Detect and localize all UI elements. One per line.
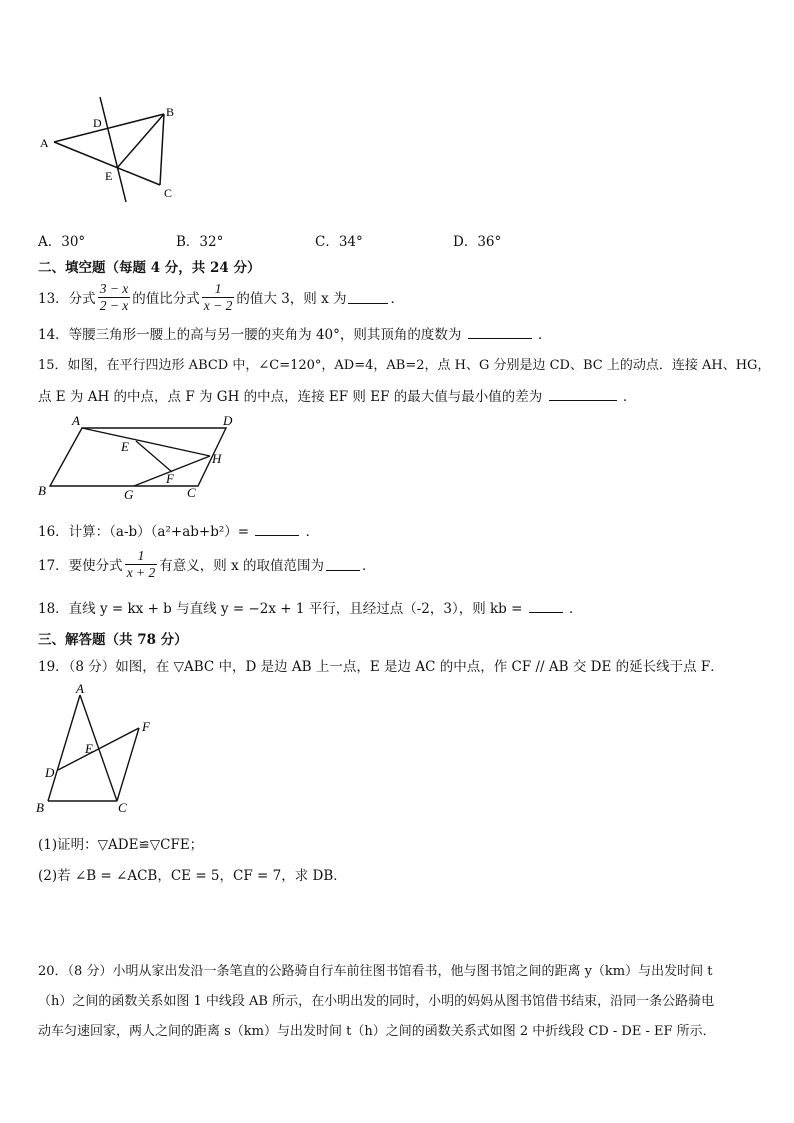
q13-fraction-2	[202, 281, 235, 314]
question-17	[38, 544, 376, 584]
q13-mid: 的值比分式	[132, 291, 200, 307]
q15-end: ．	[622, 389, 637, 405]
q15-line2	[38, 385, 636, 405]
q16-text: 16．计算：（a-b）（a²+ab+b²）=	[38, 524, 250, 540]
q14-answer-blank[interactable]	[468, 326, 532, 339]
segment-ef	[136, 441, 172, 472]
q13-answer-blank[interactable]	[348, 291, 388, 304]
question-18	[38, 597, 583, 617]
q17-end: ．	[362, 558, 376, 574]
label-b: B	[36, 800, 44, 815]
choice-b: B．32°	[176, 234, 224, 250]
segment-df	[58, 728, 139, 770]
q17-fraction	[125, 548, 158, 581]
q13-f2-numerator: 1	[214, 280, 222, 296]
question-14	[38, 323, 552, 343]
label-d: D	[223, 413, 233, 428]
q17-answer-blank[interactable]	[326, 558, 360, 571]
q20-line2: （h）之间的函数关系如图 1 中线段 AB 所示，在小明出发的同时，小明的妈妈从图书馆借书结束，沿同一条公路骑电	[38, 994, 715, 1009]
q20-line3: 动车匀速回家，两人之间的距离 s（km）与出发时间 t（h）之间的函数关系式如图 2 中折线段 CD - DE - EF 所示．	[38, 1024, 716, 1039]
q13-fraction-1	[98, 281, 131, 314]
choice-d: D．36°	[453, 234, 502, 250]
q13-prefix: 13．分式	[38, 291, 96, 307]
q17-denominator: x + 2	[126, 564, 156, 580]
label-a: A	[40, 136, 49, 150]
q13-f2-denominator: x − 2	[203, 297, 233, 313]
q18-text: 18．直线 y = kx + b 与直线 y = −2x + 1 平行，且经过点（-2，3），则 kb =	[38, 601, 523, 617]
label-f: F	[166, 471, 174, 486]
label-e: E	[105, 169, 113, 183]
q15-line1: 15．如图，在平行四边形 ABCD 中，∠C=120°，AD=4，AB=2，点 H、G 分别是边 CD、BC 上的动点．连接 AH、HG，	[38, 358, 771, 373]
q18-end: ．	[569, 601, 583, 617]
label-e: E	[121, 439, 129, 454]
q20-line1: 20．（8 分）小明从家出发沿一条笔直的公路骑自行车前往图书馆看书，他与图书馆之间的距离 y（km）与出发时间 t	[38, 964, 713, 979]
q13-end: ．	[390, 291, 404, 307]
q16-end: ．	[305, 524, 320, 540]
q16-answer-blank[interactable]	[255, 523, 299, 536]
q17-suffix: 有意义，则 x 的取值范围为	[159, 558, 324, 574]
label-c: C	[118, 800, 127, 815]
label-c: C	[164, 186, 173, 200]
segment-ah	[82, 428, 210, 456]
label-a: A	[72, 413, 80, 428]
q13-f1-denominator: 2 − x	[99, 297, 129, 313]
segment-be	[117, 114, 164, 168]
q13-f1-numerator: 3 − x	[99, 280, 129, 296]
section3-title: 三、解答题（共 78 分）	[38, 632, 188, 648]
label-b: B	[38, 483, 46, 498]
q19-sub1: (1)证明：▽ADE≌▽CFE；	[38, 837, 204, 853]
q17-prefix: 17．要使分式	[38, 558, 123, 574]
figure-triangle-19	[30, 683, 170, 818]
segment-bc	[160, 114, 164, 185]
segment-ab	[48, 695, 80, 801]
q18-answer-blank[interactable]	[529, 600, 563, 613]
question-16	[38, 520, 319, 540]
cutting-line	[100, 97, 126, 202]
q15-line2-text: 点 E 为 AH 的中点，点 F 为 GH 的中点，连接 EF 则 EF 的最大值与最小值的差为	[38, 389, 543, 405]
figure-parallelogram	[30, 410, 260, 505]
figure-triangle-abc	[30, 90, 210, 210]
segment-ab	[54, 114, 164, 142]
label-g: G	[124, 487, 134, 502]
parallelogram-abcd	[50, 428, 226, 486]
choice-a: A．30°	[38, 234, 86, 250]
label-d: D	[93, 116, 102, 130]
label-c: C	[187, 485, 196, 500]
q14-text: 14．等腰三角形一腰上的高与另一腰的夹角为 40°，则其顶角的度数为	[38, 327, 462, 343]
label-e: E	[85, 741, 93, 756]
segment-cf	[117, 728, 139, 801]
label-a: A	[76, 683, 84, 696]
q15-answer-blank[interactable]	[549, 388, 617, 401]
section2-title: 二、填空题（每题 4 分，共 24 分）	[38, 260, 261, 276]
label-d: D	[45, 765, 55, 780]
q13-suffix: 的值大 3，则 x 为	[236, 291, 347, 307]
q19-sub2: (2)若 ∠B = ∠ACB，CE = 5，CF = 7，求 DB．	[38, 868, 347, 884]
q14-end: ．	[538, 327, 552, 343]
q17-numerator: 1	[137, 547, 145, 563]
question-13	[38, 277, 404, 317]
label-h: H	[212, 451, 222, 466]
question-19: 19．（8 分）如图，在 ▽ABC 中，D 是边 AB 上一点，E 是边 AC 的中点，作 CF // AB 交 DE 的延长线于点 F．	[38, 659, 724, 675]
label-b: B	[166, 105, 175, 119]
label-f: F	[142, 719, 150, 734]
choice-c: C．34°	[315, 234, 363, 250]
